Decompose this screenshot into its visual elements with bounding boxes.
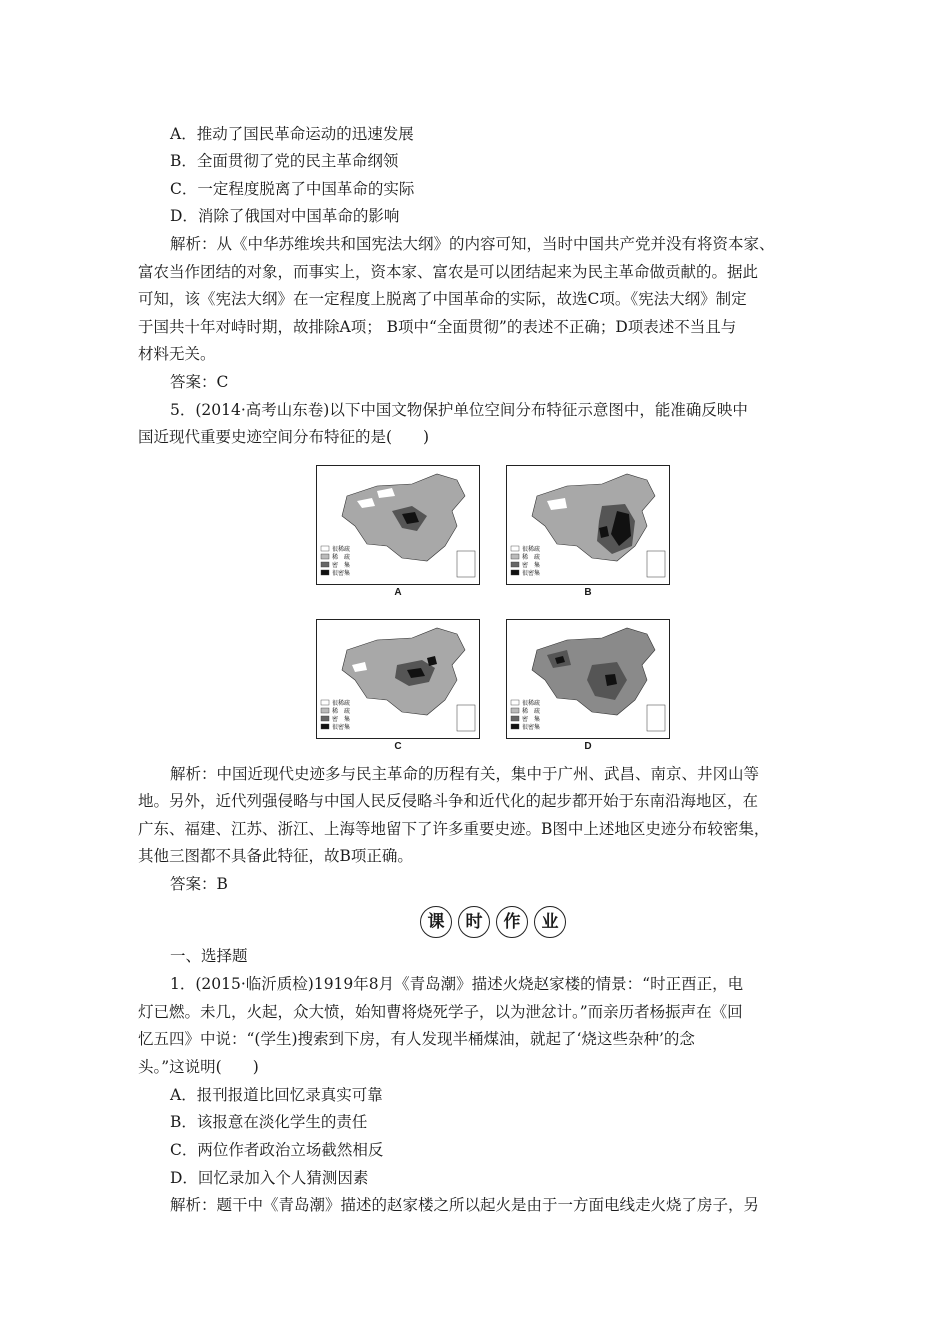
map-c-graphic (317, 620, 479, 738)
legend-label: 稀 疏 (332, 709, 351, 715)
map-a-graphic (317, 466, 479, 584)
q4-answer: 答案：C (170, 373, 229, 391)
q4-analysis-line: 材料无关。 (138, 345, 216, 363)
map-figure (316, 465, 676, 755)
legend-label: 密 集 (332, 717, 351, 723)
q5-stem-line: 国近现代重要史迹空间分布特征的是( ) (138, 428, 430, 446)
map-d-legend (511, 699, 540, 731)
legend-label: 很稀疏 (332, 547, 351, 553)
legend-label: 很密集 (332, 725, 351, 731)
map-a (316, 465, 480, 585)
q4-option-a: A．推动了国民革命运动的迅速发展 (170, 125, 414, 143)
map-d-label: D (584, 741, 592, 752)
map-d-graphic (507, 620, 669, 738)
q5-analysis-line: 地。另外，近代列强侵略与中国人民反侵略斗争和近代化的起步都开始于东南沿海地区，在 (138, 792, 759, 810)
map-c-legend (321, 699, 350, 731)
q1-stem-line: 忆五四》中说：“(学生)搜索到下房，有人发现半桶煤油，就起了‘烧这些杂种’的念 (138, 1030, 695, 1048)
q1-option-b: B．该报意在淡化学生的责任 (170, 1113, 368, 1131)
q1-option-d: D．回忆录加入个人猜测因素 (170, 1169, 369, 1187)
section-title (420, 906, 566, 938)
q4-option-d: D．消除了俄国对中国革命的影响 (170, 207, 400, 225)
q5-analysis-line: 广东、福建、江苏、浙江、上海等地留下了许多重要史迹。B图中上述地区史迹分布较密集， (138, 820, 770, 838)
q4-analysis-line: 富农当作团结的对象，而事实上，资本家、富农是可以团结起来为民主革命做贡献的。据此 (138, 263, 759, 281)
q1-stem-line: 灯已燃。未几，火起，众大愤，始知曹将烧死学子，以为泄忿计。”而亲历者杨振声在《回 (138, 1003, 743, 1021)
legend-label: 很稀疏 (522, 701, 541, 707)
map-a-label: A (394, 587, 402, 598)
q5-analysis-line: 解析：中国近现代史迹多与民主革命的历程有关，集中于广州、武昌、南京、井冈山等 (170, 765, 760, 783)
map-c-label: C (394, 741, 402, 752)
q4-option-b: B．全面贯彻了党的民主革命纲领 (170, 152, 399, 170)
legend-label: 很稀疏 (522, 547, 541, 553)
q4-analysis-line: 于国共十年对峙时期，故排除A项； B项中“全面贯彻”的表述不正确；D项表述不当且与 (138, 318, 737, 336)
map-b-legend (511, 545, 540, 577)
map-b-graphic (507, 466, 669, 584)
q4-analysis-line: 解析：从《中华苏维埃共和国宪法大纲》的内容可知，当时中国共产党并没有将资本家、 (170, 235, 775, 253)
legend-label: 很稀疏 (332, 701, 351, 707)
legend-label: 很密集 (522, 725, 541, 731)
legend-label: 稀 疏 (332, 555, 351, 561)
q1-option-a: A．报刊报道比回忆录真实可靠 (170, 1086, 383, 1104)
q5-analysis-line: 其他三图都不具备此特征，故B项正确。 (138, 847, 413, 865)
map-b (506, 465, 670, 585)
section-title-char: 课 (420, 906, 452, 938)
legend-label: 稀 疏 (522, 555, 541, 561)
section-title-char: 业 (534, 906, 566, 938)
q1-stem-line: 1．(2015·临沂质检)1919年8月《青岛潮》描述火烧赵家楼的情景：“时正酉正，电 (170, 975, 744, 993)
q4-analysis-line: 可知，该《宪法大纲》在一定程度上脱离了中国革命的实际，故选C项。《宪法大纲》制定 (138, 290, 747, 308)
map-a-legend (321, 545, 350, 577)
legend-label: 很密集 (522, 571, 541, 577)
legend-label: 密 集 (332, 563, 351, 569)
q1-stem-line: 头。”这说明( ) (138, 1058, 259, 1076)
map-c (316, 619, 480, 739)
q5-stem-line: 5．(2014·高考山东卷)以下中国文物保护单位空间分布特征示意图中，能准确反映中 (170, 401, 748, 419)
q1-option-c: C．两位作者政治立场截然相反 (170, 1141, 384, 1159)
section-title-char: 时 (458, 906, 490, 938)
legend-label: 很密集 (332, 571, 351, 577)
legend-label: 稀 疏 (522, 709, 541, 715)
legend-label: 密 集 (522, 563, 541, 569)
q1-analysis-line: 解析：题干中《青岛潮》描述的赵家楼之所以起火是由于一方面电线走火烧了房子，另 (170, 1196, 760, 1214)
map-d (506, 619, 670, 739)
section-heading: 一、选择题 (170, 947, 248, 965)
q5-answer: 答案：B (170, 875, 228, 893)
section-title-char: 作 (496, 906, 528, 938)
q4-option-c: C．一定程度脱离了中国革命的实际 (170, 180, 415, 198)
map-b-label: B (584, 587, 592, 598)
legend-label: 密 集 (522, 717, 541, 723)
